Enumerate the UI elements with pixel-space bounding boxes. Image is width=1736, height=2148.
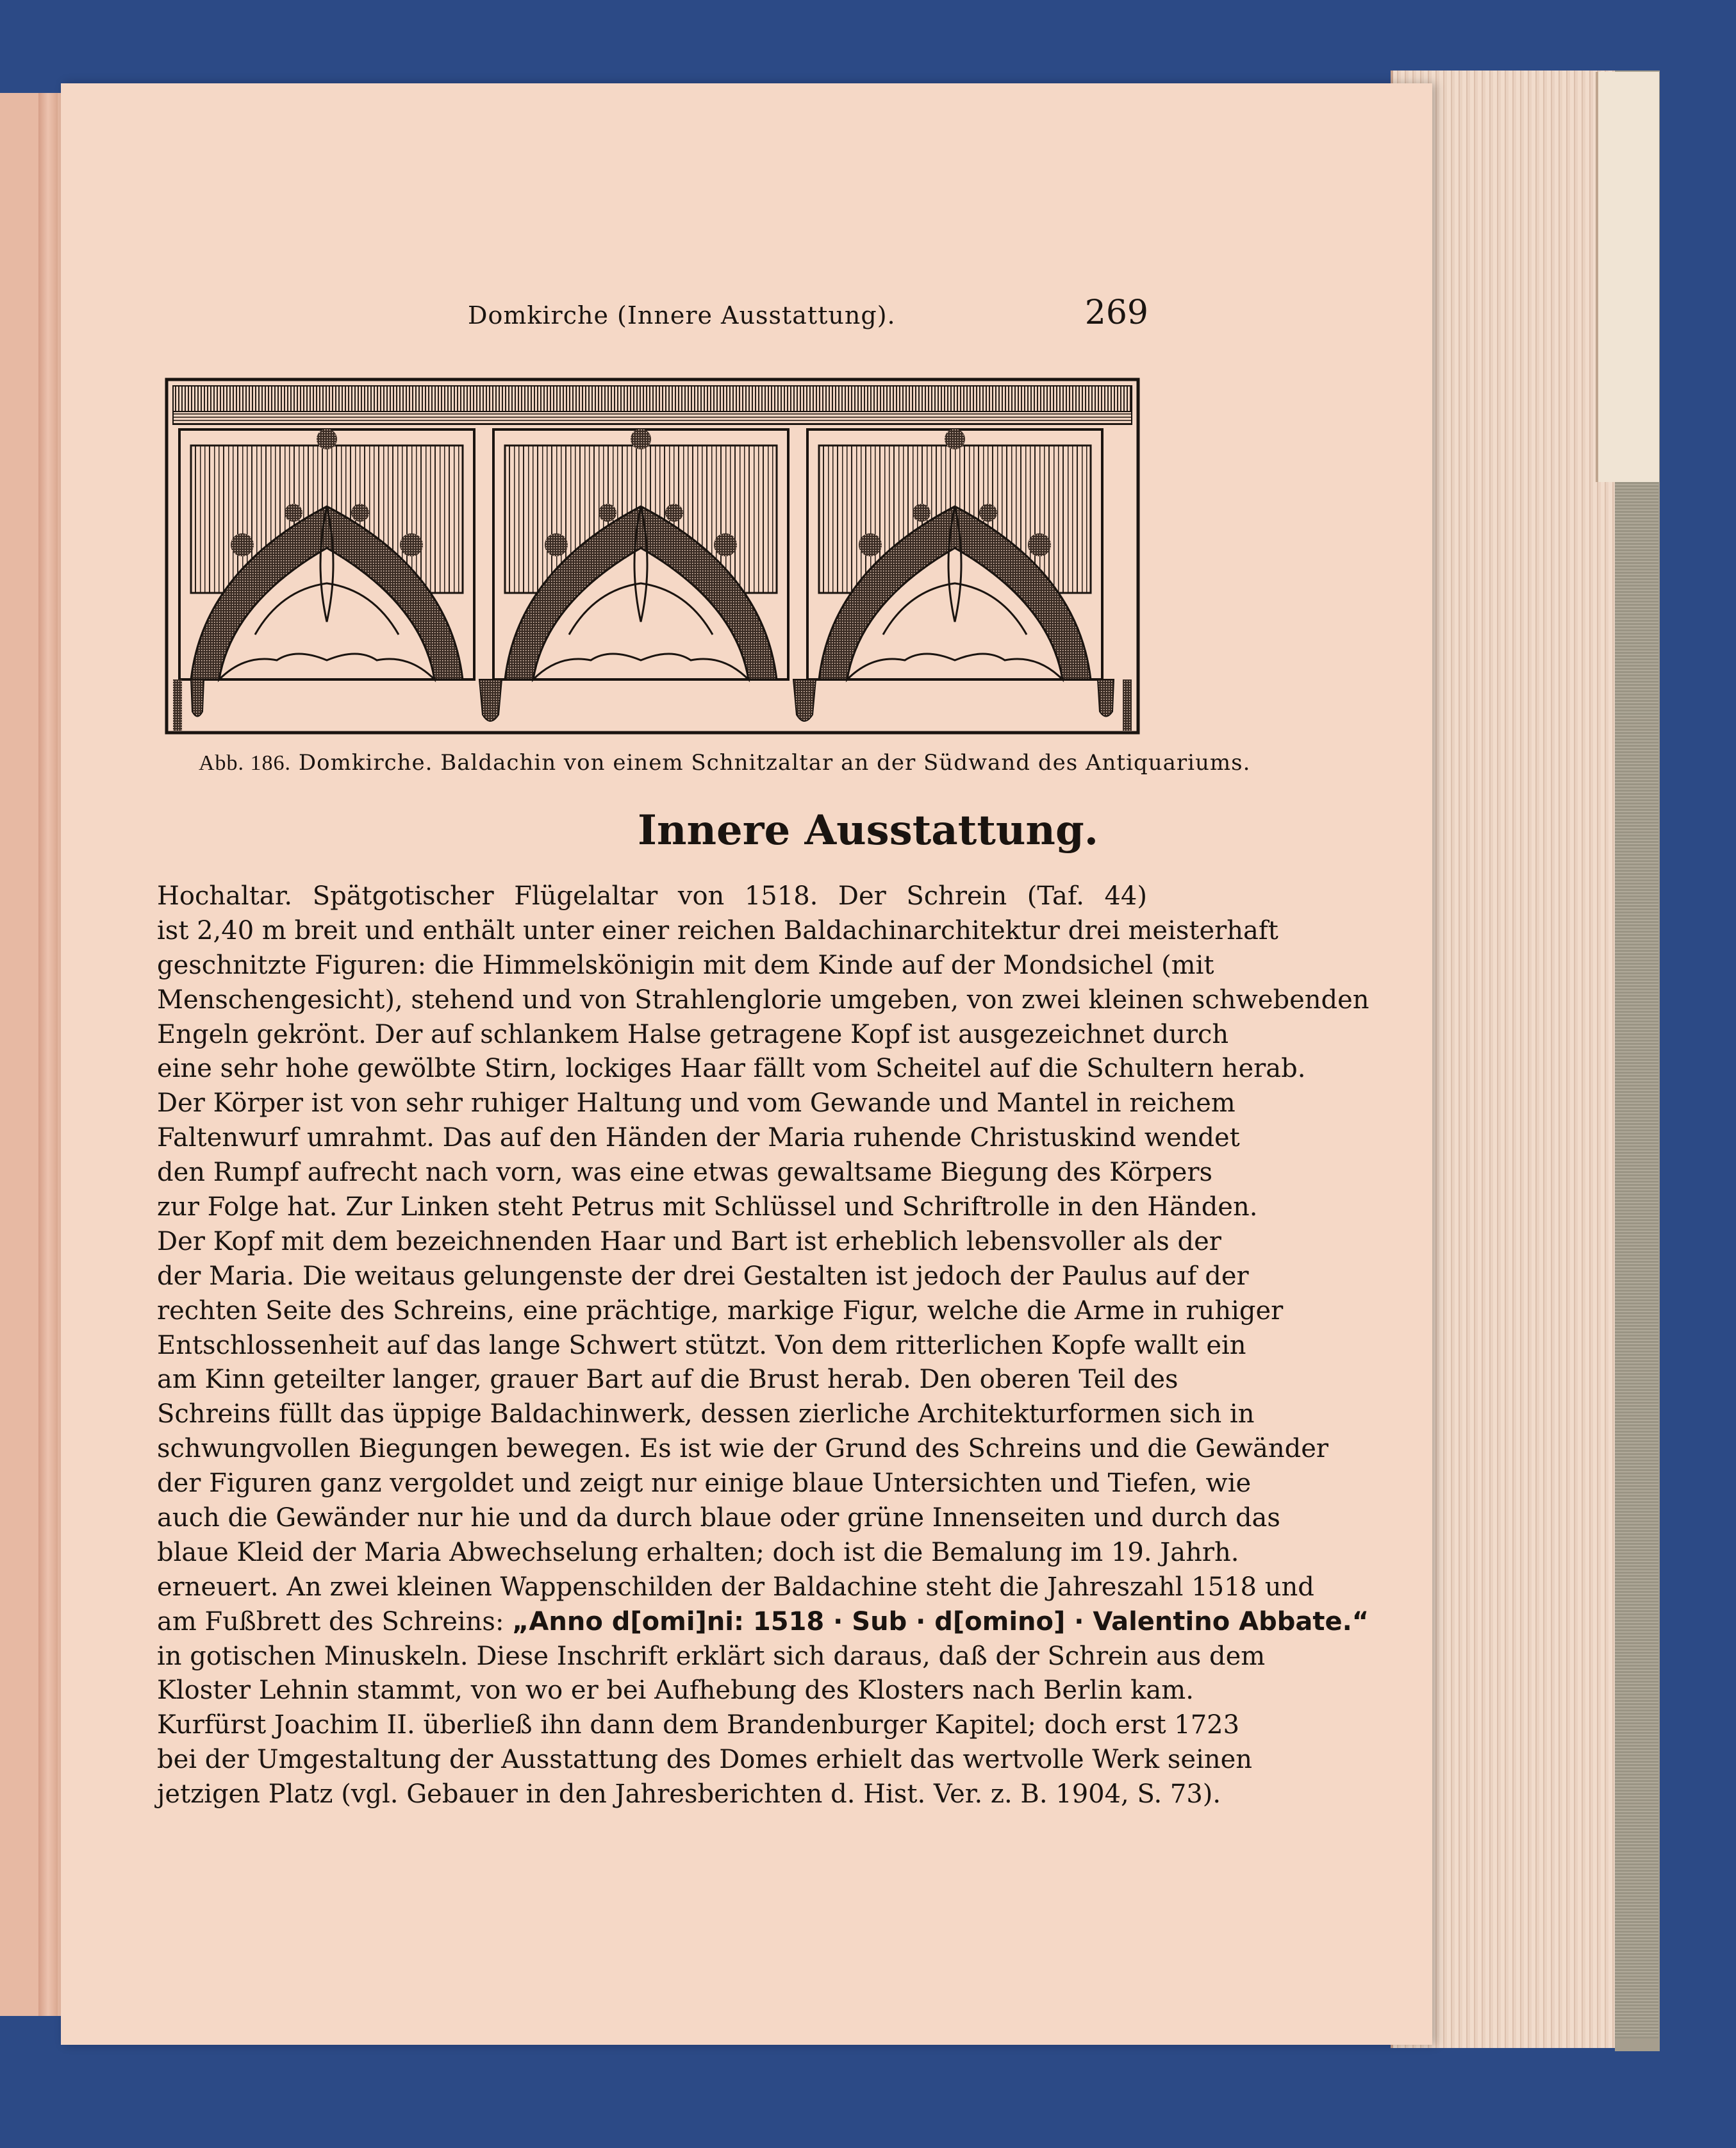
text-line: blaue Kleid der Maria Abwechselung erhalten; doch ist die Bemalung im 19. Jahrh.	[157, 1537, 1239, 1567]
text-line: Der Körper ist von sehr ruhiger Haltung und vom Gewande und Mantel in reichem	[157, 1088, 1236, 1119]
text-line: Entschlossenheit auf das lange Schwert stützt. Von dem ritterlichen Kopfe wallt ein	[157, 1330, 1246, 1360]
text-line: geschnitzte Figuren: die Himmelskönigin mit dem Kinde auf der Mondsichel (mit	[157, 950, 1214, 980]
inscription-text: „Anno d[omi]ni: 1518 · Sub · d[omino] · Valentino Abbate.“	[512, 1606, 1369, 1636]
text-line: Kurfürst Joachim II. überließ ihn dann dem Brandenburger Kapitel; doch erst 1723	[157, 1710, 1240, 1740]
text-line: Kloster Lehnin stammt, von wo er bei Aufhebung des Klosters nach Berlin kam.	[157, 1676, 1194, 1706]
text-line: zur Folge hat. Zur Linken steht Petrus mit Schlüssel und Schriftrolle in den Händen.	[157, 1192, 1258, 1222]
text-line: Hochaltar. Spätgotischer Flügelaltar von 1518. Der Schrein (Taf. 44)	[157, 881, 1147, 911]
text-line: den Rumpf aufrecht nach vorn, was eine etwas gewaltsame Biegung des Körpers	[157, 1158, 1213, 1188]
text-line: schwungvollen Biegungen bewegen. Es ist wie der Grund des Schreins und die Gewänder	[157, 1434, 1329, 1464]
text-line-last: jetzigen Platz (vgl. Gebauer in den Jahresberichten d. Hist. Ver. z. B. 1904, S. 73).	[157, 1779, 1221, 1810]
body-text	[157, 879, 1369, 1812]
running-head: Domkirche (Innere Ausstattung).	[468, 301, 896, 329]
text-line: auch die Gewänder nur hie und da durch blaue oder grüne Innenseiten und durch das	[157, 1503, 1280, 1533]
text-line: der Figuren ganz vergoldet und zeigt nur einige blaue Untersichten und Tiefen, wie	[157, 1469, 1252, 1499]
text-line: Schreins füllt das üppige Baldachinwerk, dessen zierliche Architekturformen sich in	[157, 1399, 1255, 1429]
inscription-prefix: am Fußbrett des Schreins:	[157, 1606, 513, 1636]
text-line: Engeln gekrönt. Der auf schlankem Halse getragene Kopf ist ausgezeichnet durch	[157, 1019, 1229, 1049]
text-line: am Kinn geteilter langer, grauer Bart auf die Brust herab. Den oberen Teil des	[157, 1365, 1178, 1395]
text-line: bei der Umgestaltung der Ausstattung des Domes erhielt das wertvolle Werk seinen	[157, 1745, 1253, 1775]
book-cover-cloth	[1615, 449, 1658, 2038]
section-title: Innere Ausstattung.	[638, 806, 1098, 854]
page-header	[168, 294, 1148, 346]
left-page-gutter	[38, 93, 58, 2016]
text-line: eine sehr hohe gewölbte Stirn, lockiges Haar fällt vom Scheitel auf die Schultern herab.	[157, 1054, 1306, 1084]
text-line: in gotischen Minuskeln. Diese Inschrift erklärt sich daraus, daß der Schrein aus dem	[157, 1641, 1266, 1671]
figure-caption	[199, 750, 1250, 776]
figure-caption-text: Domkirche. Baldachin von einem Schnitzaltar an der Südwand des Antiquariums.	[298, 750, 1251, 776]
book-cover-corner	[1596, 72, 1659, 482]
baldachin-illustration	[165, 378, 1139, 734]
text-line: Faltenwurf umrahmt. Das auf den Händen der Maria ruhende Christuskind wendet	[157, 1123, 1240, 1153]
text-line: erneuert. An zwei kleinen Wappenschilden der Baldachine steht die Jahreszahl 1518 und	[157, 1572, 1314, 1602]
text-line: ist 2,40 m breit und enthält unter einer reichen Baldachinarchitektur drei meisterhaft	[157, 915, 1278, 945]
inscription-line	[157, 1605, 1369, 1640]
text-line: rechten Seite des Schreins, eine prächtige, markige Figur, welche die Arme in ruhiger	[157, 1295, 1284, 1326]
page-number: 269	[1084, 294, 1148, 332]
figure-caption-label: Abb. 186.	[199, 751, 292, 775]
text-line: Menschengesicht), stehend und von Strahlenglorie umgeben, von zwei kleinen schwebenden	[157, 985, 1369, 1015]
text-line: Der Kopf mit dem bezeichnenden Haar und Bart ist erheblich lebensvoller als der	[157, 1226, 1221, 1256]
text-line: der Maria. Die weitaus gelungenste der drei Gestalten ist jedoch der Paulus auf der	[157, 1261, 1249, 1291]
